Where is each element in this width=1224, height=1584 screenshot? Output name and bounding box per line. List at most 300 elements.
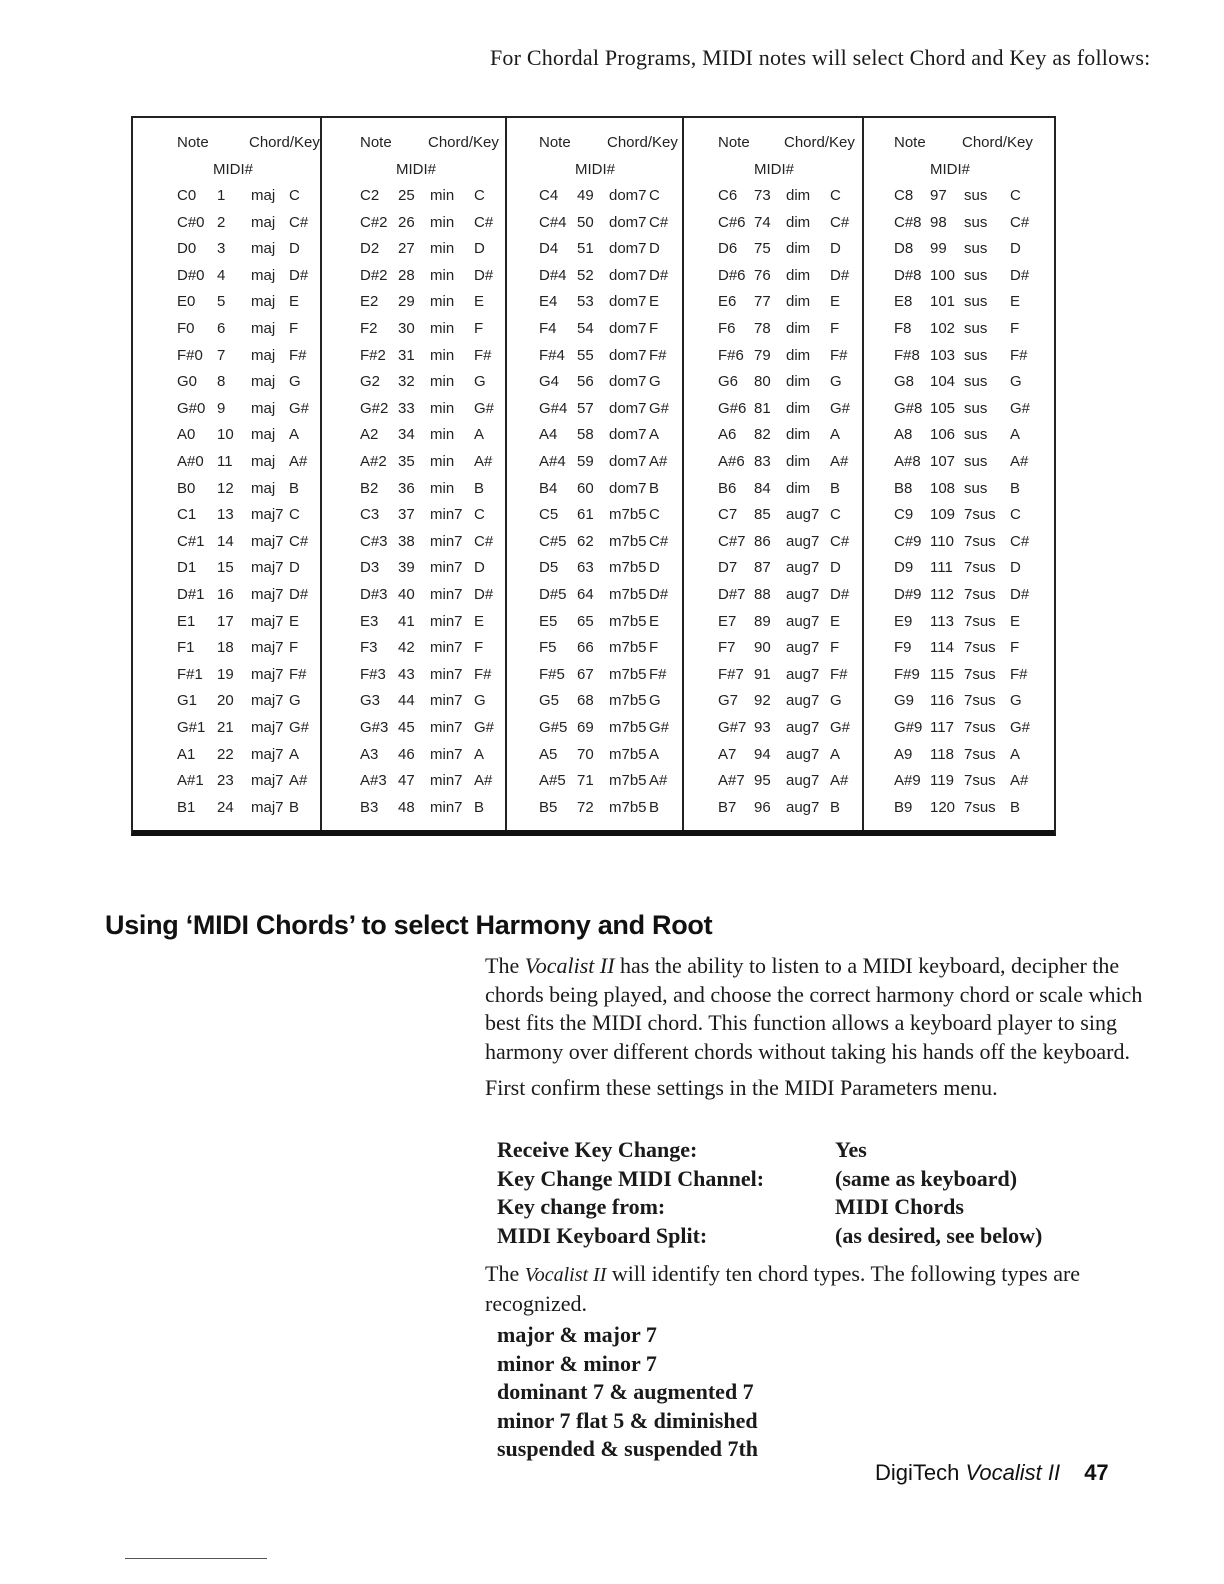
key-cell: A — [474, 426, 485, 444]
key-cell: B — [830, 479, 841, 497]
key-cell: F — [649, 639, 659, 657]
midi-cell: 14 — [217, 532, 234, 550]
midi-cell: 93 — [754, 719, 771, 736]
note-cell: E4 — [539, 293, 558, 311]
chord-cell: aug7 — [786, 639, 820, 657]
note-cell: E9 — [894, 612, 913, 630]
key-cell: A — [289, 426, 300, 444]
midi-cell: 85 — [754, 506, 771, 524]
midi-cell: 89 — [754, 612, 771, 630]
midi-cell: 41 — [398, 612, 415, 630]
note-cell: C#9 — [894, 532, 922, 550]
key-cell: G — [289, 373, 301, 391]
chord-cell: maj7 — [251, 692, 284, 710]
midi-cell: 19 — [217, 665, 234, 683]
chord-cell: dim — [786, 293, 811, 311]
key-cell: C — [289, 506, 300, 524]
note-cell: D1 — [177, 559, 197, 577]
key-cell: A# — [474, 772, 493, 790]
midi-cell: 65 — [577, 612, 594, 630]
note-cell: B7 — [718, 798, 737, 816]
note-cell: C#3 — [360, 532, 388, 550]
note-cell: C0 — [177, 187, 197, 204]
note-cell: C6 — [718, 187, 738, 204]
midi-cell: 18 — [217, 639, 234, 657]
midi-cell: 98 — [930, 213, 947, 231]
midi-cell: 54 — [577, 320, 594, 337]
key-cell: E — [830, 293, 841, 311]
chord-cell: dim — [786, 346, 811, 364]
midi-cell: 8 — [217, 373, 226, 391]
chord-cell: 7sus — [964, 639, 996, 657]
key-cell: B — [830, 798, 841, 816]
header-midi: MIDI# — [930, 161, 971, 178]
note-cell: G#8 — [894, 399, 923, 417]
midi-cell: 108 — [930, 479, 956, 497]
midi-cell: 91 — [754, 665, 771, 683]
midi-cell: 70 — [577, 745, 594, 763]
note-cell: F1 — [177, 639, 195, 657]
key-cell: G# — [649, 719, 670, 736]
key-cell: D# — [830, 266, 850, 284]
chord-cell: maj7 — [251, 506, 284, 524]
note-cell: B0 — [177, 479, 196, 497]
midi-cell: 84 — [754, 479, 771, 497]
chord-cell: m7b5 — [609, 532, 647, 550]
midi-cell: 79 — [754, 346, 771, 364]
midi-cell: 105 — [930, 399, 956, 417]
chord-cell: dom7 — [609, 187, 647, 204]
chord-cell: dom7 — [609, 320, 647, 337]
midi-cell: 61 — [577, 506, 594, 524]
midi-cell: 29 — [398, 293, 415, 311]
chord-cell: dim — [786, 266, 811, 284]
midi-cell: 52 — [577, 266, 594, 284]
note-cell: A#4 — [539, 453, 566, 470]
chord-cell: min7 — [430, 559, 463, 577]
key-cell: G — [830, 373, 842, 391]
note-cell: D6 — [718, 240, 738, 258]
midi-cell: 43 — [398, 665, 415, 683]
key-cell: F# — [474, 346, 492, 364]
note-cell: B9 — [894, 798, 913, 816]
chord-cell: maj — [251, 266, 276, 284]
midi-cell: 25 — [398, 187, 415, 204]
chord-cell: m7b5 — [609, 772, 647, 790]
header-chord-key: Chord/Key — [428, 134, 499, 151]
body-text — [485, 952, 1145, 1103]
key-cell: G — [474, 692, 486, 710]
midi-cell: 34 — [398, 426, 415, 444]
key-cell: A# — [649, 453, 668, 470]
note-cell: F#4 — [539, 346, 565, 364]
page-footer — [875, 1460, 1109, 1486]
midi-cell: 68 — [577, 692, 594, 710]
chord-cell: maj7 — [251, 798, 284, 816]
key-cell: F# — [649, 346, 667, 364]
header-midi: MIDI# — [396, 161, 437, 178]
chord-cell: m7b5 — [609, 665, 647, 683]
key-cell: D — [474, 240, 485, 258]
midi-cell: 83 — [754, 453, 771, 470]
note-cell: C9 — [894, 506, 914, 524]
note-cell: G#4 — [539, 399, 568, 417]
key-cell: D — [649, 240, 660, 258]
note-cell: D8 — [894, 240, 914, 258]
note-cell: F#5 — [539, 665, 565, 683]
midi-cell: 62 — [577, 532, 594, 550]
midi-cell: 51 — [577, 240, 594, 258]
midi-cell: 50 — [577, 213, 594, 231]
note-cell: D#5 — [539, 586, 567, 603]
chord-cell: maj — [251, 453, 276, 470]
key-cell: D — [649, 559, 660, 577]
key-cell: D — [474, 559, 485, 577]
key-cell: C — [474, 506, 485, 524]
note-cell: D#6 — [718, 266, 746, 284]
chord-cell: 7sus — [964, 692, 996, 710]
key-cell: G — [649, 692, 661, 710]
midi-cell: 35 — [398, 453, 415, 470]
key-cell: B — [474, 479, 485, 497]
note-cell: C#6 — [718, 213, 746, 231]
chord-cell: sus — [964, 266, 988, 284]
note-cell: F#7 — [718, 665, 744, 683]
midi-cell: 26 — [398, 213, 415, 231]
chord-cell: sus — [964, 240, 988, 258]
chord-cell: min7 — [430, 745, 463, 763]
key-cell: C — [649, 506, 660, 524]
chord-cell: aug7 — [786, 559, 820, 577]
note-cell: F4 — [539, 320, 557, 337]
midi-cell: 66 — [577, 639, 594, 657]
chord-cell: aug7 — [786, 612, 820, 630]
key-cell: G# — [830, 399, 851, 417]
chord-cell: 7sus — [964, 586, 996, 603]
midi-cell: 88 — [754, 586, 771, 603]
key-cell: C# — [289, 213, 309, 231]
chord-cell: aug7 — [786, 745, 820, 763]
note-cell: E5 — [539, 612, 558, 630]
chord-cell: dim — [786, 479, 811, 497]
note-cell: F#6 — [718, 346, 744, 364]
chord-cell: dom7 — [609, 346, 647, 364]
note-cell: G4 — [539, 373, 560, 391]
note-cell: E2 — [360, 293, 379, 311]
midi-cell: 107 — [930, 453, 956, 470]
settings-intro: First confirm these settings in the MIDI Parameters menu. — [485, 1075, 998, 1100]
note-cell: G#5 — [539, 719, 568, 736]
note-cell: B8 — [894, 479, 913, 497]
chord-cell: maj — [251, 373, 276, 391]
midi-cell: 12 — [217, 479, 234, 497]
key-cell: B — [474, 798, 485, 816]
midi-cell: 39 — [398, 559, 415, 577]
note-cell: A7 — [718, 745, 737, 763]
midi-cell: 6 — [217, 320, 226, 337]
chord-cell: aug7 — [786, 692, 820, 710]
chord-cell: min7 — [430, 586, 463, 603]
chord-type-item: suspended & suspended 7th — [497, 1436, 759, 1461]
chord-cell: sus — [964, 479, 988, 497]
chord-cell: dom7 — [609, 266, 647, 284]
note-cell: A#8 — [894, 453, 921, 470]
midi-cell: 53 — [577, 293, 594, 311]
note-cell: G0 — [177, 373, 198, 391]
key-cell: F — [474, 639, 484, 657]
chord-cell: maj7 — [251, 559, 284, 577]
chord-cell: m7b5 — [609, 745, 647, 763]
note-cell: G9 — [894, 692, 915, 710]
key-cell: A# — [830, 772, 849, 790]
midi-cell: 47 — [398, 772, 415, 790]
chord-cell: sus — [964, 213, 988, 231]
key-cell: D# — [649, 266, 669, 284]
key-cell: G# — [474, 399, 495, 417]
chord-cell: 7sus — [964, 798, 996, 816]
key-cell: E — [830, 612, 841, 630]
midi-cell: 36 — [398, 479, 415, 497]
chord-cell: min — [430, 346, 455, 364]
midi-cell: 45 — [398, 719, 415, 736]
key-cell: B — [649, 798, 660, 816]
chord-cell: dim — [786, 426, 811, 444]
header-note: Note — [718, 134, 750, 151]
chord-cell: 7sus — [964, 772, 996, 790]
midi-cell: 104 — [930, 373, 956, 391]
chord-cell: sus — [964, 293, 988, 311]
chord-cell: maj7 — [251, 532, 284, 550]
header-chord-key: Chord/Key — [249, 134, 320, 151]
midi-cell: 87 — [754, 559, 771, 577]
note-cell: G#0 — [177, 399, 206, 417]
note-cell: F#8 — [894, 346, 920, 364]
note-cell: B4 — [539, 479, 558, 497]
chord-cell: min — [430, 320, 455, 337]
key-cell: A — [474, 745, 485, 763]
midi-cell: 101 — [930, 293, 956, 311]
midi-cell: 16 — [217, 586, 234, 603]
chord-types-intro — [485, 1260, 1145, 1318]
chord-cell: min — [430, 399, 455, 417]
midi-cell: 24 — [217, 798, 234, 816]
note-cell: F8 — [894, 320, 912, 337]
key-cell: F — [830, 639, 840, 657]
key-cell: A# — [1010, 772, 1029, 790]
key-cell: C# — [474, 532, 494, 550]
note-cell: F#0 — [177, 346, 203, 364]
note-cell: F6 — [718, 320, 736, 337]
key-cell: G — [830, 692, 842, 710]
note-cell: C4 — [539, 187, 559, 204]
key-cell: C# — [1010, 213, 1030, 231]
key-cell: A# — [830, 453, 849, 470]
key-cell: C# — [1010, 532, 1030, 550]
header-note: Note — [177, 134, 209, 151]
chord-cell: min7 — [430, 612, 463, 630]
chord-cell: maj — [251, 479, 276, 497]
note-cell: A#1 — [177, 772, 204, 790]
chord-cell: dom7 — [609, 240, 647, 258]
midi-cell: 60 — [577, 479, 594, 497]
chord-cell: maj7 — [251, 665, 284, 683]
key-cell: D — [830, 240, 841, 258]
note-cell: A9 — [894, 745, 913, 763]
midi-cell: 106 — [930, 426, 956, 444]
footnote-rule — [125, 1558, 267, 1559]
note-cell: C#1 — [177, 532, 205, 550]
midi-cell: 90 — [754, 639, 771, 657]
midi-cell: 81 — [754, 399, 771, 417]
note-cell: A3 — [360, 745, 379, 763]
midi-cell: 86 — [754, 532, 771, 550]
chord-cell: maj — [251, 346, 276, 364]
note-cell: E7 — [718, 612, 737, 630]
chord-cell: sus — [964, 426, 988, 444]
note-cell: G#7 — [718, 719, 747, 736]
chord-cell: min — [430, 240, 455, 258]
chord-cell: dom7 — [609, 213, 647, 231]
chord-cell: dom7 — [609, 399, 647, 417]
note-cell: C2 — [360, 187, 380, 204]
footer-product: Vocalist II — [965, 1460, 1061, 1485]
midi-cell: 30 — [398, 320, 415, 337]
midi-cell: 118 — [930, 745, 954, 763]
note-cell: C#7 — [718, 532, 746, 550]
note-cell: A#2 — [360, 453, 387, 470]
note-cell: G#6 — [718, 399, 747, 417]
key-cell: F# — [474, 665, 492, 683]
chord-cell: 7sus — [964, 559, 996, 577]
chord-cell: maj7 — [251, 612, 284, 630]
chord-key-table — [131, 116, 1056, 836]
key-cell: C# — [830, 532, 850, 550]
midi-cell: 76 — [754, 266, 771, 284]
key-cell: A# — [649, 772, 668, 790]
note-cell: D3 — [360, 559, 380, 577]
chord-cell: maj — [251, 187, 276, 204]
midi-cell: 119 — [930, 772, 954, 790]
note-cell: G#1 — [177, 719, 206, 736]
key-cell: F# — [289, 346, 307, 364]
key-cell: G# — [289, 399, 310, 417]
midi-cell: 94 — [754, 745, 771, 763]
key-cell: A — [649, 426, 660, 444]
note-cell: D9 — [894, 559, 914, 577]
key-cell: G# — [649, 399, 670, 417]
note-cell: E8 — [894, 293, 913, 311]
note-cell: A#6 — [718, 453, 745, 470]
chord-cell: maj7 — [251, 772, 284, 790]
note-cell: A1 — [177, 745, 196, 763]
midi-cell: 40 — [398, 586, 415, 603]
key-cell: D# — [1010, 586, 1030, 603]
note-cell: D2 — [360, 240, 380, 258]
note-cell: D#9 — [894, 586, 922, 603]
note-cell: D#8 — [894, 266, 922, 284]
midi-cell: 120 — [930, 798, 956, 816]
midi-cell: 113 — [930, 612, 954, 630]
midi-cell: 15 — [217, 559, 234, 577]
table-column — [862, 118, 1056, 830]
header-note: Note — [894, 134, 926, 151]
note-cell: F#2 — [360, 346, 386, 364]
midi-cell: 57 — [577, 399, 594, 417]
chord-cell: dom7 — [609, 373, 647, 391]
midi-cell: 49 — [577, 187, 594, 204]
note-cell: G3 — [360, 692, 381, 710]
chord-cell: min — [430, 453, 455, 470]
key-cell: F# — [830, 665, 848, 683]
note-cell: C#2 — [360, 213, 388, 231]
midi-cell: 82 — [754, 426, 771, 444]
key-cell: F — [649, 320, 659, 337]
key-cell: F — [1010, 320, 1020, 337]
note-cell: G1 — [177, 692, 198, 710]
section-heading: Using ‘MIDI Chords’ to select Harmony and Root — [105, 910, 713, 940]
chord-cell: maj — [251, 213, 276, 231]
product-name: Vocalist II — [524, 953, 615, 978]
key-cell: D — [289, 240, 300, 258]
midi-cell: 37 — [398, 506, 415, 524]
note-cell: C#8 — [894, 213, 922, 231]
midi-cell: 11 — [217, 453, 233, 470]
chord-cell: aug7 — [786, 798, 820, 816]
chord-cell: 7sus — [964, 506, 996, 524]
chord-cell: min — [430, 187, 455, 204]
chord-type-item: dominant 7 & augmented 7 — [497, 1379, 754, 1404]
midi-cell: 58 — [577, 426, 594, 444]
key-cell: C# — [649, 532, 669, 550]
chord-cell: min — [430, 293, 455, 311]
chord-cell: dim — [786, 213, 811, 231]
chord-cell: m7b5 — [609, 719, 647, 736]
midi-cell: 27 — [398, 240, 415, 258]
key-cell: A — [289, 745, 300, 763]
note-cell: G5 — [539, 692, 560, 710]
chord-cell: aug7 — [786, 772, 820, 790]
midi-cell: 7 — [217, 346, 226, 364]
key-cell: G# — [1010, 399, 1031, 417]
midi-cell: 112 — [930, 586, 954, 603]
key-cell: C# — [474, 213, 494, 231]
chord-cell: m7b5 — [609, 798, 647, 816]
note-cell: A8 — [894, 426, 913, 444]
header-note: Note — [539, 134, 571, 151]
midi-cell: 115 — [930, 665, 954, 683]
midi-cell: 28 — [398, 266, 415, 284]
note-cell: D#2 — [360, 266, 388, 284]
note-cell: C3 — [360, 506, 380, 524]
midi-cell: 67 — [577, 665, 594, 683]
intro-text: For Chordal Programs, MIDI notes will select Chord and Key as follows: — [490, 45, 1151, 70]
key-cell: C — [1010, 187, 1021, 204]
note-cell: B3 — [360, 798, 379, 816]
key-cell: C# — [830, 213, 850, 231]
key-cell: A — [1010, 745, 1021, 763]
table-column — [320, 118, 507, 830]
key-cell: F — [289, 639, 299, 657]
chord-cell: dim — [786, 320, 811, 337]
key-cell: D# — [474, 586, 494, 603]
page-number: 47 — [1084, 1460, 1109, 1485]
para3-before: The — [485, 1261, 525, 1286]
chord-cell: min — [430, 426, 455, 444]
key-cell: F# — [289, 665, 307, 683]
key-cell: G# — [830, 719, 851, 736]
key-cell: C# — [649, 213, 669, 231]
chord-cell: aug7 — [786, 665, 820, 683]
